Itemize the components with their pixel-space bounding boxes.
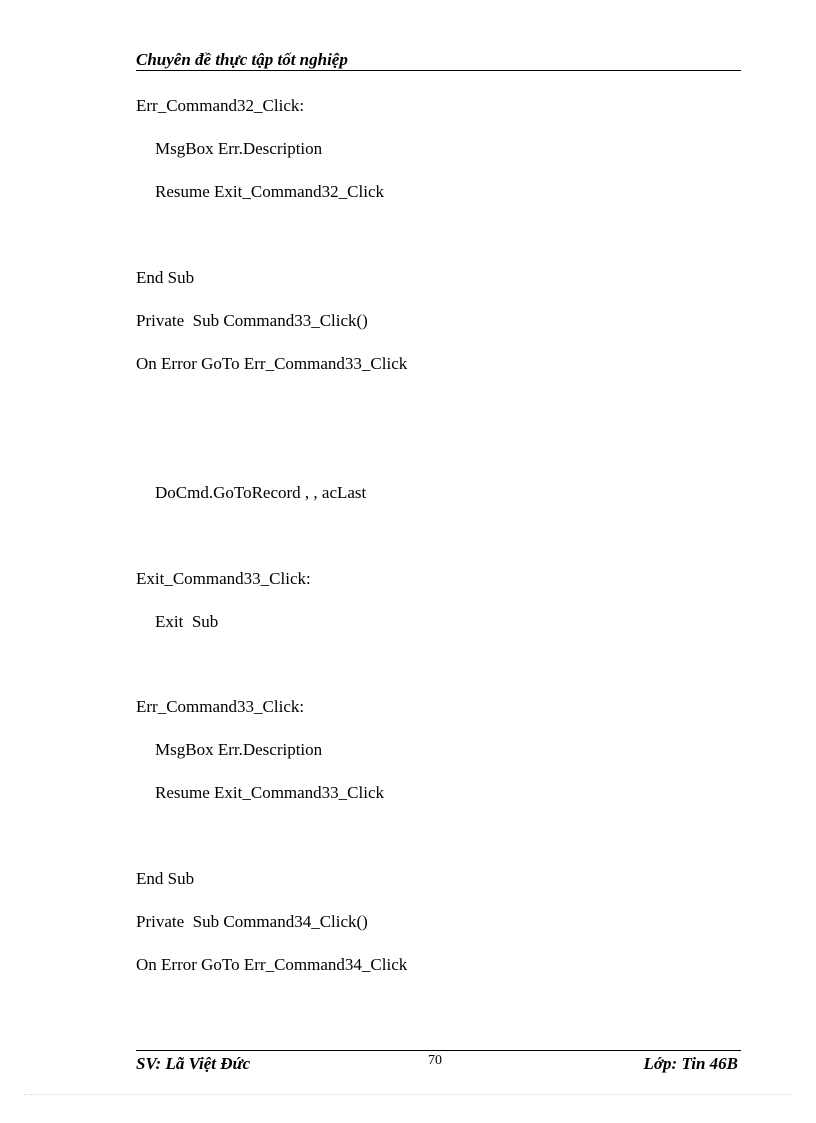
- code-line: End Sub: [136, 869, 195, 888]
- code-line: Err_Command33_Click:: [136, 697, 305, 716]
- code-line: Exit_Command33_Click:: [136, 569, 311, 588]
- code-line: End Sub: [136, 268, 195, 287]
- code-line: MsgBox Err.Description: [155, 139, 323, 158]
- code-line: Resume Exit_Command32_Click: [155, 182, 385, 201]
- page-number: 70: [428, 1053, 442, 1068]
- header-rule: [136, 70, 741, 71]
- code-line: DoCmd.GoToRecord , , acLast: [155, 483, 367, 502]
- code-line: Exit Sub: [155, 612, 219, 631]
- footer-student: SV: Lã Việt Đức: [136, 1054, 251, 1073]
- page-bottom-divider: [24, 1094, 792, 1095]
- footer-rule: [136, 1050, 741, 1051]
- code-line: On Error GoTo Err_Command33_Click: [136, 354, 408, 373]
- code-line: Resume Exit_Command33_Click: [155, 783, 385, 802]
- footer-class: Lớp: Tin 46B: [643, 1054, 738, 1073]
- code-line: Private Sub Command33_Click(): [136, 311, 368, 330]
- code-line: On Error GoTo Err_Command34_Click: [136, 955, 408, 974]
- code-line: MsgBox Err.Description: [155, 740, 323, 759]
- header-title: Chuyên đề thực tập tốt nghiệp: [136, 50, 348, 69]
- code-line: Err_Command32_Click:: [136, 96, 305, 115]
- code-line: Private Sub Command34_Click(): [136, 912, 368, 931]
